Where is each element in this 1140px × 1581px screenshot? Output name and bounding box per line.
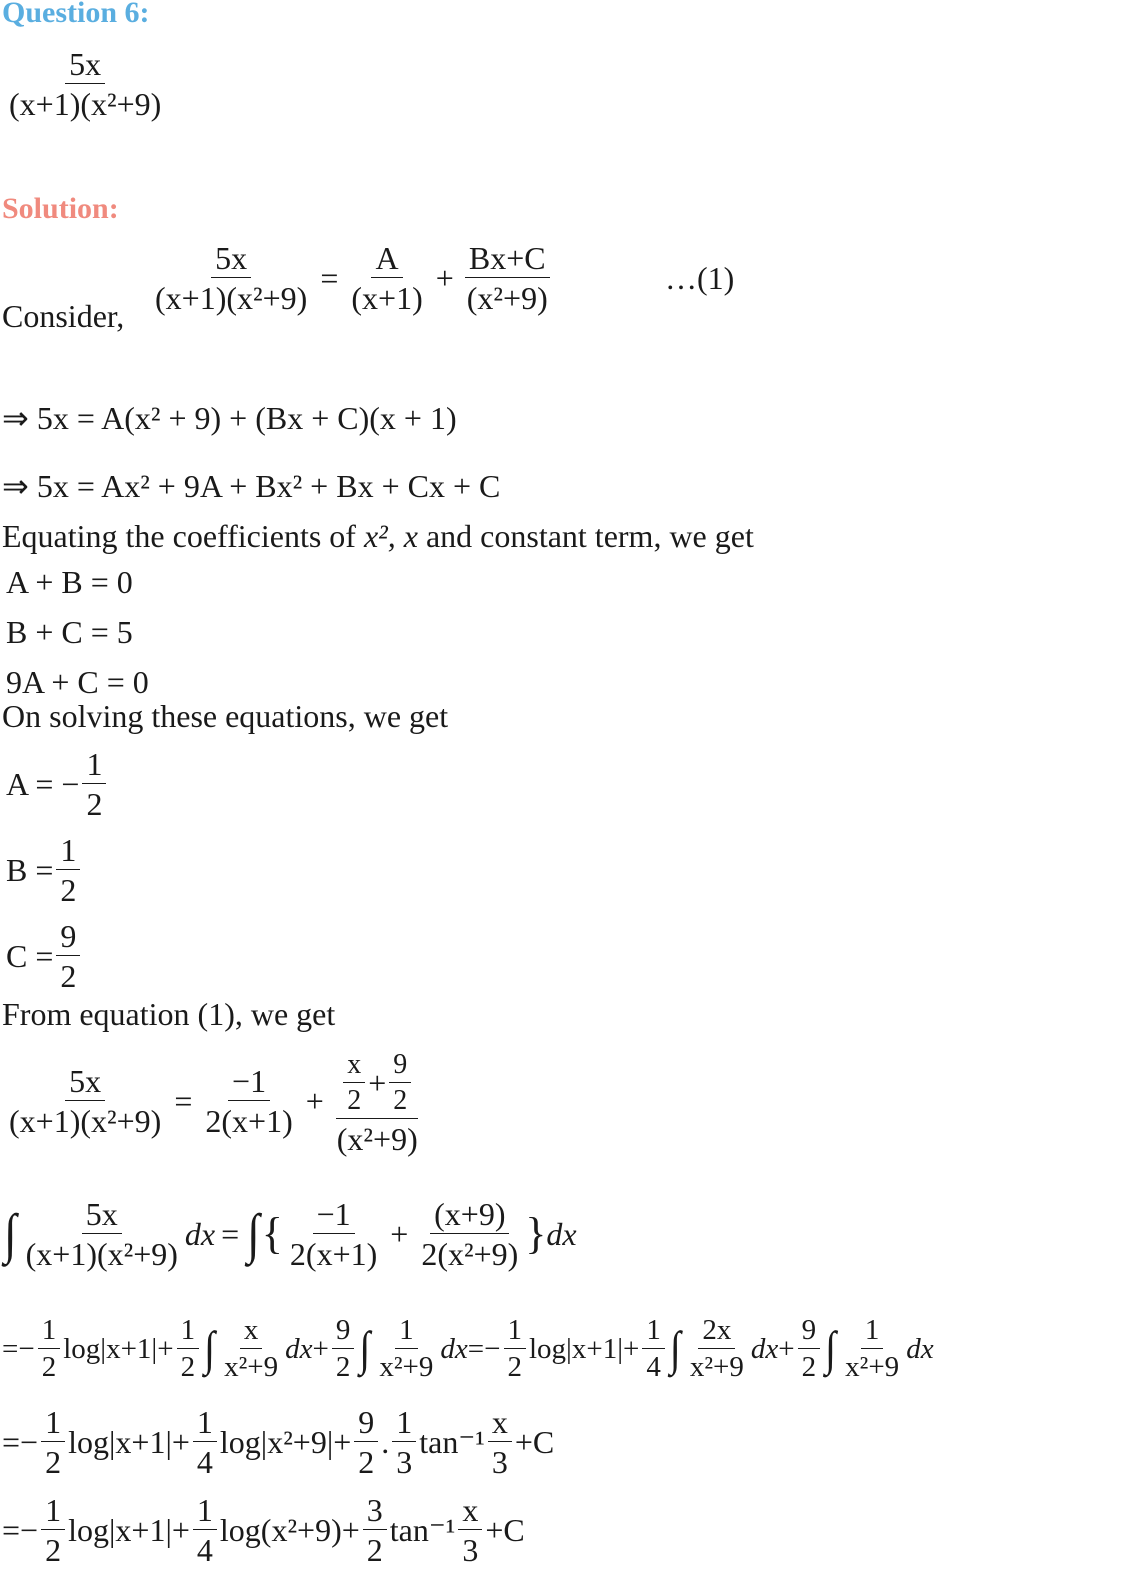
frac-denominator: 2 bbox=[393, 1085, 408, 1116]
frac-numerator: 1 bbox=[642, 1316, 665, 1349]
frac-numerator: 1 bbox=[41, 1494, 65, 1530]
frac-denominator: 2 bbox=[507, 1351, 522, 1383]
frac-numerator: (x+9) bbox=[430, 1198, 509, 1234]
integral-sign: ∫ bbox=[359, 1321, 371, 1376]
frac-numerator: 1 bbox=[193, 1406, 217, 1442]
frac-denominator: 4 bbox=[646, 1351, 661, 1383]
frac-denominator: 4 bbox=[196, 1532, 213, 1568]
value-C-lhs: C = bbox=[6, 938, 54, 974]
frac-numerator: 9 bbox=[798, 1316, 821, 1349]
frac-denominator: 2 bbox=[45, 1444, 62, 1480]
equating-variables: x², x bbox=[363, 518, 418, 554]
frac-numerator: Bx+C bbox=[465, 242, 550, 278]
frac-denominator: (x²+9) bbox=[336, 1121, 418, 1157]
system-eq-3: 9A + C = 0 bbox=[6, 664, 149, 700]
frac-denominator: 3 bbox=[491, 1444, 508, 1480]
frac-denominator: 4 bbox=[196, 1444, 213, 1480]
frac-denominator: 2 bbox=[366, 1532, 383, 1568]
solution-heading: Solution: bbox=[2, 192, 119, 225]
frac-numerator: 5x bbox=[65, 1065, 105, 1101]
frac-denominator: 2 bbox=[60, 872, 77, 908]
frac-numerator: x bbox=[240, 1316, 263, 1349]
frac-numerator: A bbox=[371, 242, 402, 278]
frac-numerator: 1 bbox=[56, 834, 80, 870]
frac-denominator: 3 bbox=[462, 1532, 479, 1568]
frac-numerator: 9 bbox=[332, 1316, 355, 1349]
system-eq-2: B + C = 5 bbox=[6, 614, 133, 650]
constant-term: +C bbox=[485, 1512, 525, 1548]
question-heading: Question 6: bbox=[2, 0, 150, 29]
value-A-lhs: A = − bbox=[6, 766, 80, 802]
equating-text bbox=[2, 518, 754, 555]
frac-denominator: 2 bbox=[41, 1351, 57, 1383]
frac-denominator: 2 bbox=[801, 1351, 817, 1383]
frac-denominator: (x+1) bbox=[351, 280, 423, 316]
integral-sign: ∫ bbox=[4, 1202, 17, 1264]
integral-sign: ∫ bbox=[825, 1321, 837, 1376]
frac-denominator: 3 bbox=[396, 1444, 413, 1480]
equation-2: $\frac{5x}{\text{(x+1)(x²+9)}}$ = $\frac{-1}{2(x+1)}$ + $\frac{x}{2}$ + $\frac{9}{2}$ (x²+9) bbox=[2, 1046, 425, 1155]
frac-numerator: 1 bbox=[395, 1316, 418, 1349]
differential: dx bbox=[546, 1216, 577, 1252]
result-line-3: =− $\frac{1}{2}$ log|x+1| + $\frac{1}{4}$ log(x²+9) + $\frac{3}{2}$ tan⁻¹ $\frac{x}{3}$ +C bbox=[2, 1492, 525, 1568]
log-term: log|x+1| bbox=[68, 1512, 172, 1548]
frac-numerator: $\frac{x}{2}$ + $\frac{9}{2}$ bbox=[336, 1046, 418, 1119]
log-term: log(x²+9) bbox=[219, 1512, 342, 1548]
result-line-1: =− $\frac{1}{2}$ log|x+1| + $\frac{1}{2}$ ∫ $\frac{x}{\text{x²+9}}$ dx + $\frac{9}{2}$ ∫ $\frac{1}{\text{x²+9}}$ dx =− $\frac{1}{2}$ log|x+1| + $\frac{1}{4}$ ∫ $\frac{2x}{\text{x²+9}}$ dx + $\frac{9}{2}$ ∫ $\frac{1}{\text{x²+9}}$ dx bbox=[2, 1314, 934, 1383]
frac-numerator: x bbox=[488, 1406, 512, 1442]
frac-numerator: 5x bbox=[65, 48, 105, 84]
differential: dx bbox=[184, 1216, 216, 1252]
frac-numerator: x bbox=[343, 1051, 365, 1083]
question-expression bbox=[2, 48, 168, 120]
log-term: log|x+1| bbox=[68, 1424, 172, 1460]
frac-numerator: 1 bbox=[861, 1316, 884, 1349]
log-term: log|x+1| bbox=[529, 1332, 624, 1365]
consider-label: Consider, bbox=[2, 298, 125, 334]
frac-numerator: 9 bbox=[56, 920, 80, 956]
frac-numerator: 1 bbox=[38, 1316, 61, 1349]
frac-numerator: 1 bbox=[504, 1316, 527, 1349]
solving-text: On solving these equations, we get bbox=[2, 698, 449, 734]
frac-denominator: (x+1)(x²+9) bbox=[25, 1236, 178, 1272]
equation-tag: …(1) bbox=[665, 260, 735, 296]
frac-numerator: 1 bbox=[392, 1406, 416, 1442]
frac-numerator: 1 bbox=[82, 748, 106, 784]
frac-numerator: 5x bbox=[211, 242, 251, 278]
frac-numerator: 9 bbox=[354, 1406, 378, 1442]
frac-denominator: (x+1)(x²+9) bbox=[9, 86, 162, 122]
value-B bbox=[6, 834, 83, 906]
value-C bbox=[6, 920, 83, 992]
integral-line: ∫ $\frac{5x}{\text{(x+1)(x²+9)}}$ dx = ∫ { $\frac{-1}{2(x+1)}$ + $\frac{(x+9)}{\text{2(x²+9)}}$ } dx bbox=[4, 1196, 577, 1272]
frac-numerator: −1 bbox=[228, 1065, 270, 1101]
system-eq-1: A + B = 0 bbox=[6, 564, 133, 600]
frac-denominator: 2 bbox=[347, 1085, 362, 1116]
step-1: ⇒ 5x = A(x² + 9) + (Bx + C)(x + 1) bbox=[2, 400, 457, 436]
log-term: log|x²+9| bbox=[219, 1424, 334, 1460]
frac-denominator: 2 bbox=[45, 1532, 62, 1568]
frac-denominator: 2 bbox=[335, 1351, 351, 1383]
frac-numerator: 1 bbox=[177, 1316, 200, 1349]
frac-numerator: 3 bbox=[363, 1494, 387, 1530]
left-brace: { bbox=[261, 1209, 283, 1258]
frac-numerator: 2x bbox=[698, 1316, 735, 1349]
from-equation-text: From equation (1), we get bbox=[2, 996, 336, 1032]
value-A bbox=[6, 748, 109, 820]
result-line-2: =− $\frac{1}{2}$ log|x+1| + $\frac{1}{4}$ log|x²+9| + $\frac{9}{2}$ . $\frac{1}{3}$ tan⁻¹ $\frac{x}{3}$ +C bbox=[2, 1404, 555, 1480]
frac-denominator: x²+9 bbox=[845, 1351, 900, 1383]
frac-numerator: −1 bbox=[313, 1198, 355, 1234]
frac-denominator: 2(x+1) bbox=[205, 1102, 293, 1139]
frac-numerator: 1 bbox=[41, 1406, 65, 1442]
frac-denominator: 2 bbox=[86, 786, 103, 822]
integral-sign: ∫ bbox=[247, 1202, 260, 1264]
constant-term: +C bbox=[514, 1424, 555, 1460]
frac-denominator: x²+9 bbox=[689, 1351, 744, 1383]
frac-denominator: 2(x²+9) bbox=[421, 1236, 519, 1272]
frac-numerator: 1 bbox=[193, 1494, 217, 1530]
frac-denominator: 2 bbox=[358, 1444, 375, 1480]
value-B-lhs: B = bbox=[6, 852, 54, 888]
frac-numerator: 9 bbox=[389, 1051, 411, 1083]
log-term: log|x+1| bbox=[63, 1332, 158, 1365]
frac-denominator: 2(x+1) bbox=[289, 1236, 378, 1272]
frac-numerator: x bbox=[458, 1494, 482, 1530]
equating-text-part-2: and constant term, we get bbox=[425, 518, 754, 554]
right-brace: } bbox=[525, 1209, 547, 1258]
frac-denominator: 2 bbox=[60, 958, 77, 994]
integral-sign: ∫ bbox=[204, 1321, 216, 1376]
equating-text-part-1: Equating the coefficients of bbox=[2, 518, 356, 554]
inverse-tan: tan⁻¹ bbox=[389, 1512, 456, 1548]
frac-denominator: (x²+9) bbox=[466, 280, 548, 316]
frac-denominator: (x+1)(x²+9) bbox=[9, 1102, 162, 1139]
frac-denominator: 2 bbox=[180, 1351, 196, 1383]
frac-denominator: (x+1)(x²+9) bbox=[155, 280, 308, 316]
integral-sign: ∫ bbox=[669, 1321, 681, 1376]
frac-denominator: x²+9 bbox=[224, 1351, 279, 1383]
inverse-tan: tan⁻¹ bbox=[419, 1424, 485, 1460]
frac-numerator: 5x bbox=[82, 1198, 122, 1234]
equation-1: $\frac{5x}{\text{(x+1)(x²+9)}}$ = $\frac{A}{(x+1)}$ + $\frac{Bx+C}{\text{(x²+9)}}$ bbox=[148, 242, 555, 314]
step-2: ⇒ 5x = Ax² + 9A + Bx² + Bx + Cx + C bbox=[2, 468, 501, 504]
frac-denominator: x²+9 bbox=[379, 1351, 434, 1383]
